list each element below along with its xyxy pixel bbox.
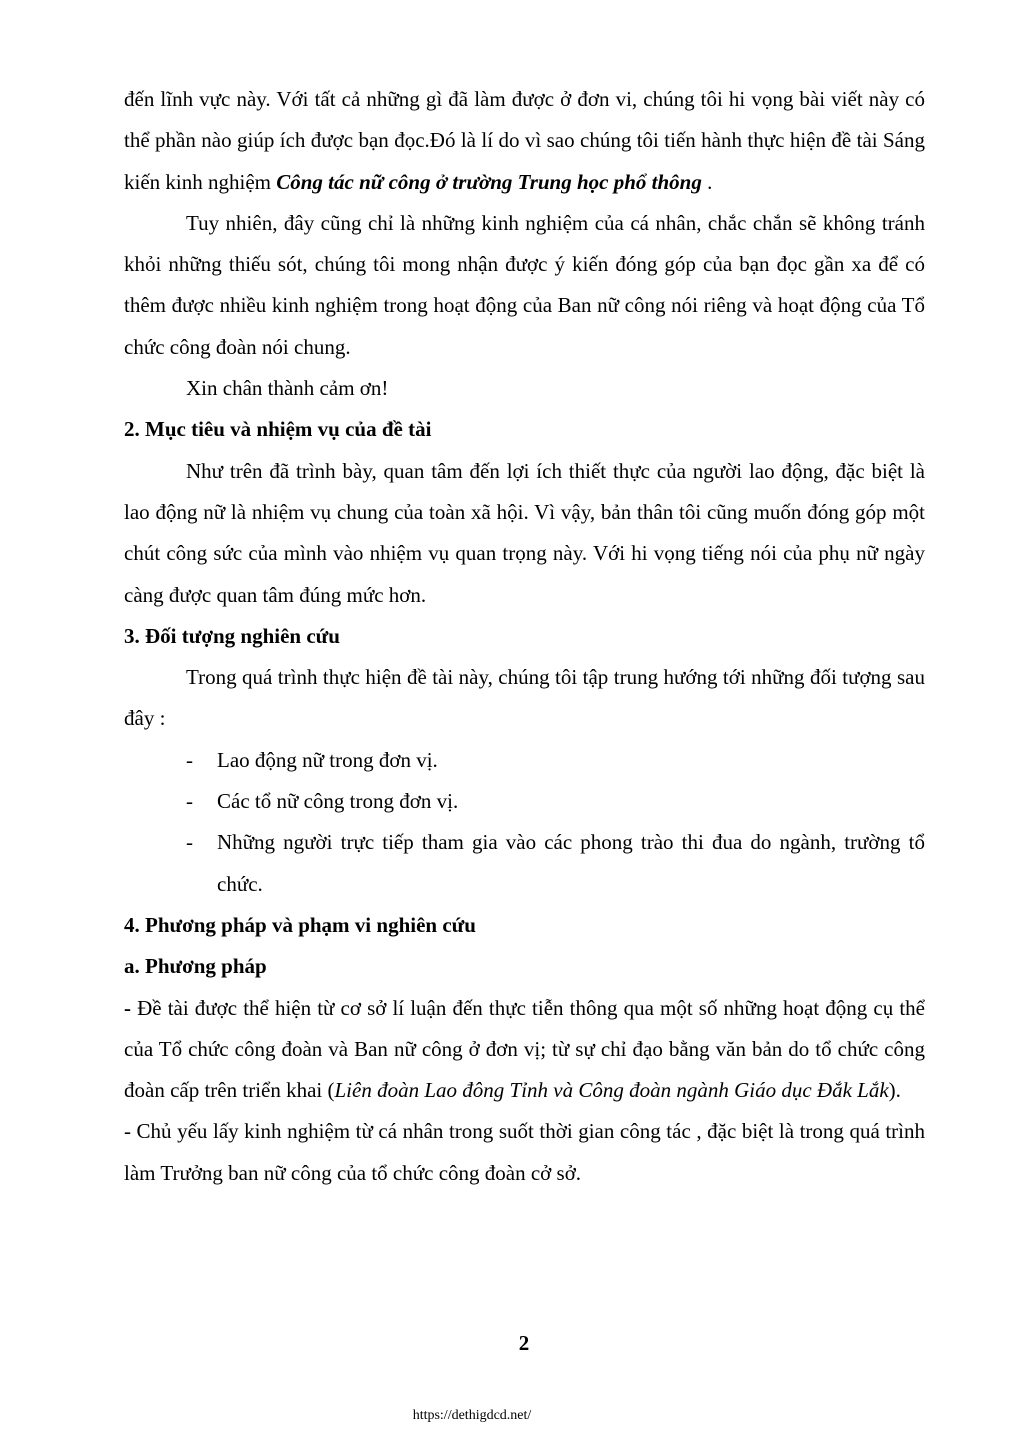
topic-title: Công tác nữ công ở trường Trung học phổ thông	[276, 169, 702, 194]
thanks-paragraph: Xin chân thành cảm ơn!	[186, 376, 389, 401]
method-dash: -	[124, 995, 131, 1020]
page-number: 2	[518, 1331, 530, 1355]
intro-paragraph	[124, 79, 925, 203]
page-body	[124, 79, 925, 1194]
list-item	[124, 740, 925, 781]
list-item-text: Các tổ nữ công trong đơn vị.	[217, 789, 459, 814]
method-point-1-text: Đề tài được thể hiện từ cơ sở lí luận đến thực tiễn thông qua một số những hoạt động cụ thể của Tổ chức công đoàn và Ban nữ công ở đơn vị; từ sự chỉ đạo bằng văn bản do tổ chức công đoàn cấp trên triển khai (	[124, 995, 925, 1103]
list-dash: -	[186, 789, 193, 814]
list-item-text: Những người trực tiếp tham gia vào các phong trào thi đua do ngành, trường tổ chức.	[217, 830, 925, 896]
section-3-body: Trong quá trình thực hiện đề tài này, chúng tôi tập trung hướng tới những đối tượng sau đây :	[124, 665, 925, 731]
method-point-2: - Chủ yếu lấy kinh nghiệm từ cá nhân trong suốt thời gian công tác , đặc biệt là trong quá trình làm Trưởng ban nữ công của tổ chức công đoàn cở sở.	[124, 1119, 925, 1185]
intro-text-end: .	[701, 169, 713, 194]
section-3-heading: 3. Đối tượng nghiên cứu	[124, 623, 340, 648]
list-dash: -	[186, 830, 193, 855]
section-4a-subheading: a. Phương pháp	[124, 954, 267, 979]
disclaimer-paragraph: Tuy nhiên, đây cũng chỉ là những kinh nghiệm của cá nhân, chắc chắn sẽ không tránh khỏi những thiếu sót, chúng tôi mong nhận được ý kiến đóng góp của bạn đọc gần xa để có thêm được nhiều kinh nghiệm trong hoạt động của Ban nữ công nói riêng và hoạt động của Tổ chức công đoàn nói chung.	[124, 210, 925, 359]
section-2-heading: 2. Mục tiêu và nhiệm vụ của đề tài	[124, 417, 432, 442]
list-item	[124, 781, 925, 822]
list-item-text: Lao động nữ trong đơn vị.	[217, 747, 438, 772]
footer-url[interactable]: https://dethigdcd.net/	[412, 1408, 532, 1423]
method-point-1	[124, 988, 925, 1112]
list-dash: -	[186, 747, 193, 772]
method-point-1-italic: Liên đoàn Lao đông Tỉnh và Công đoàn ngành Giáo dục Đắk Lắk	[334, 1078, 889, 1103]
method-point-1-end: ).	[888, 1078, 901, 1103]
intro-text: đến lĩnh vực này. Với tất cả những gì đã làm được ở đơn vi, chúng tôi hi vọng bài viết này có thể phần nào giúp ích được bạn đọc.Đó là lí do vì sao chúng tôi tiến hành thực hiện đề tài Sáng kiến kinh nghiệm	[124, 87, 925, 194]
list-item	[124, 822, 925, 905]
section-2-body: Như trên đã trình bày, quan tâm đến lợi ích thiết thực của người lao động, đặc biệt là lao động nữ là nhiệm vụ chung của toàn xã hội. Vì vậy, bản thân tôi cũng muốn đóng góp một chút công sức của mình vào nhiệm vụ quan trọng này. Với hi vọng tiếng nói của phụ nữ ngày càng được quan tâm đúng mức hơn.	[124, 458, 925, 607]
section-4-heading: 4. Phương pháp và phạm vi nghiên cứu	[124, 912, 476, 937]
